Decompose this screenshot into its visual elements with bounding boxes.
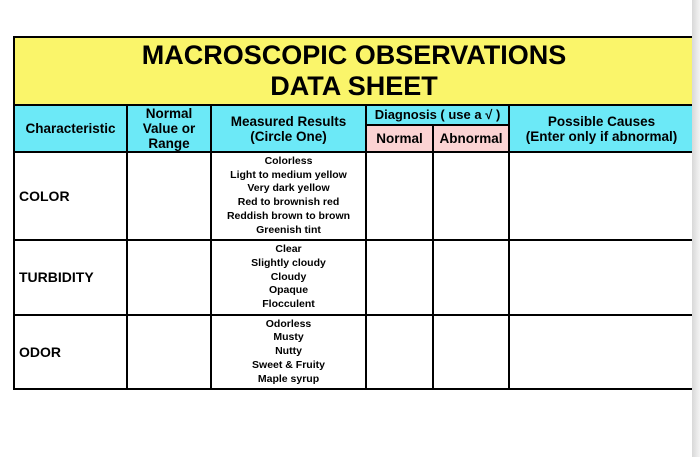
measured-options-odor	[211, 315, 366, 390]
normal-value-cell[interactable]	[127, 240, 211, 315]
title-line-2: DATA SHEET	[270, 71, 438, 101]
page-edge-shadow	[692, 0, 700, 457]
normal-value-cell[interactable]	[127, 152, 211, 240]
header-normal-value: Normal Value or Range	[127, 105, 211, 152]
option-item[interactable]: Opaque	[268, 284, 309, 297]
header-diagnosis: Diagnosis ( use a √ )	[366, 105, 509, 125]
option-item[interactable]: Cloudy	[270, 270, 307, 283]
measured-options-turbidity	[211, 240, 366, 315]
option-item[interactable]: Light to medium yellow	[230, 168, 347, 181]
diagnosis-abnormal-cell[interactable]	[433, 240, 509, 315]
header-measured-results: Measured Results (Circle One)	[211, 105, 366, 152]
row-label-color: COLOR	[14, 152, 127, 240]
table-row	[14, 240, 694, 315]
option-item[interactable]: Reddish brown to brown	[226, 209, 351, 222]
header-diagnosis-abnormal: Abnormal	[433, 125, 509, 152]
option-item[interactable]: Flocculent	[262, 298, 315, 311]
option-item[interactable]: Red to brownish red	[237, 196, 340, 209]
measured-options-color	[211, 152, 366, 240]
header-possible-causes: Possible Causes (Enter only if abnormal)	[509, 105, 694, 152]
title-line-1: MACROSCOPIC OBSERVATIONS	[141, 40, 567, 70]
diagnosis-normal-cell[interactable]	[366, 315, 433, 390]
table-row	[14, 152, 694, 240]
diagnosis-normal-cell[interactable]	[366, 240, 433, 315]
header-characteristic: Characteristic	[14, 105, 127, 152]
data-sheet-table	[13, 36, 695, 390]
row-label-turbidity: TURBIDITY	[14, 240, 127, 315]
possible-causes-cell[interactable]	[509, 315, 694, 390]
option-item[interactable]: Very dark yellow	[247, 182, 330, 195]
table-row	[14, 315, 694, 390]
option-item[interactable]: Greenish tint	[256, 223, 321, 236]
possible-causes-cell[interactable]	[509, 152, 694, 240]
option-item[interactable]: Odorless	[265, 317, 312, 330]
diagnosis-normal-cell[interactable]	[366, 152, 433, 240]
option-item[interactable]: Sweet & Fruity	[252, 358, 325, 371]
sheet-title	[14, 37, 694, 105]
option-item[interactable]: Slightly cloudy	[251, 256, 326, 269]
option-item[interactable]: Colorless	[264, 155, 313, 167]
normal-value-cell[interactable]	[127, 315, 211, 390]
row-label-odor: ODOR	[14, 315, 127, 390]
option-item[interactable]: Musty	[273, 331, 304, 344]
possible-causes-cell[interactable]	[509, 240, 694, 315]
diagnosis-abnormal-cell[interactable]	[433, 152, 509, 240]
option-item[interactable]: Maple syrup	[257, 372, 320, 385]
option-item[interactable]: Clear	[275, 243, 302, 256]
diagnosis-abnormal-cell[interactable]	[433, 315, 509, 390]
option-item[interactable]: Nutty	[275, 345, 302, 358]
header-diagnosis-normal: Normal	[366, 125, 433, 152]
